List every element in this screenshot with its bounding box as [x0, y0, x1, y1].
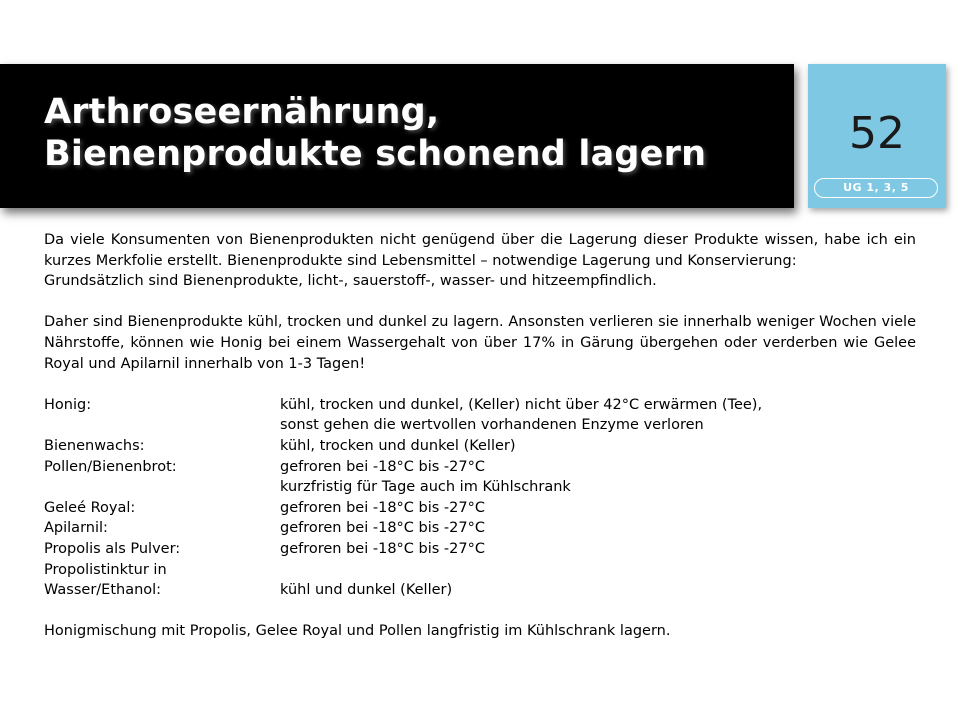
storage-row — [44, 436, 916, 457]
product-label: Propolis als Pulver: — [44, 540, 181, 557]
intro-paragraph: Da viele Konsumenten von Bienenprodukten nicht genügend über die Lagerung dieser Produkte wissen, habe ich ein kurzes Merkfolie erstellt. Bienenprodukte sind Lebensmittel – notwendige Lagerung und Konservierung: — [44, 232, 916, 269]
storage-instruction — [280, 560, 916, 581]
slide-body — [44, 230, 916, 642]
spacer — [44, 292, 916, 313]
storage-instruction: kühl, trocken und dunkel, (Keller) nicht über 42°C erwärmen (Tee), — [280, 396, 763, 413]
ug-label-pill: UG 1, 3, 5 — [814, 178, 938, 198]
storage-instruction: kühl, trocken und dunkel (Keller) — [280, 437, 516, 454]
slide-title-line-1: Arthroseernährung, — [44, 92, 440, 132]
product-label: Apilarnil: — [44, 520, 108, 537]
storage-list — [44, 395, 916, 601]
product-label — [44, 477, 280, 498]
spacer — [44, 374, 916, 395]
product-label: Pollen/Bienenbrot: — [44, 458, 177, 475]
storage-row — [44, 539, 916, 560]
storage-row — [44, 498, 916, 519]
page-number-badge — [808, 64, 946, 208]
storage-instruction: kurzfristig für Tage auch im Kühlschrank — [280, 479, 571, 496]
product-label: Propolistinktur in — [44, 561, 167, 578]
storage-instruction: gefroren bei -18°C bis -27°C — [280, 499, 485, 516]
product-label: Honig: — [44, 396, 92, 413]
reason-paragraph: Daher sind Bienenprodukte kühl, trocken und dunkel zu lagern. Ansonsten verlieren sie innerhalb weniger Wochen viele Nährstoffe, können wie Honig bei einem Wassergehalt von über 17% in Gärung übergehen oder verderben wie Gelee Royal und Apilarnil innerhalb von 1-3 Tagen! — [44, 314, 916, 372]
slide-title-line-2: Bienenprodukte schonend lagern — [44, 134, 707, 174]
product-label: Bienenwachs: — [44, 437, 145, 454]
title-banner — [0, 64, 794, 208]
storage-row — [44, 395, 916, 416]
storage-instruction: gefroren bei -18°C bis -27°C — [280, 520, 485, 537]
storage-instruction: kühl und dunkel (Keller) — [280, 582, 453, 599]
storage-row — [44, 415, 916, 436]
sensitivity-paragraph: Grundsätzlich sind Bienenprodukte, licht-, sauerstoff-, wasser- und hitzeempfindlich. — [44, 273, 657, 290]
storage-row — [44, 560, 916, 581]
closing-paragraph: Honigmischung mit Propolis, Gelee Royal und Pollen langfristig im Kühlschrank lagern. — [44, 623, 671, 640]
product-label: Wasser/Ethanol: — [44, 582, 162, 599]
spacer — [44, 601, 916, 622]
storage-instruction: sonst gehen die wertvollen vorhandenen Enzyme verloren — [280, 417, 704, 434]
storage-instruction: gefroren bei -18°C bis -27°C — [280, 458, 485, 475]
storage-instruction: gefroren bei -18°C bis -27°C — [280, 540, 485, 557]
page-number: 52 — [849, 108, 905, 159]
product-label: Geleé Royal: — [44, 499, 136, 516]
storage-row — [44, 518, 916, 539]
product-label — [44, 415, 280, 436]
storage-row — [44, 457, 916, 478]
storage-row — [44, 477, 916, 498]
storage-row — [44, 580, 916, 601]
